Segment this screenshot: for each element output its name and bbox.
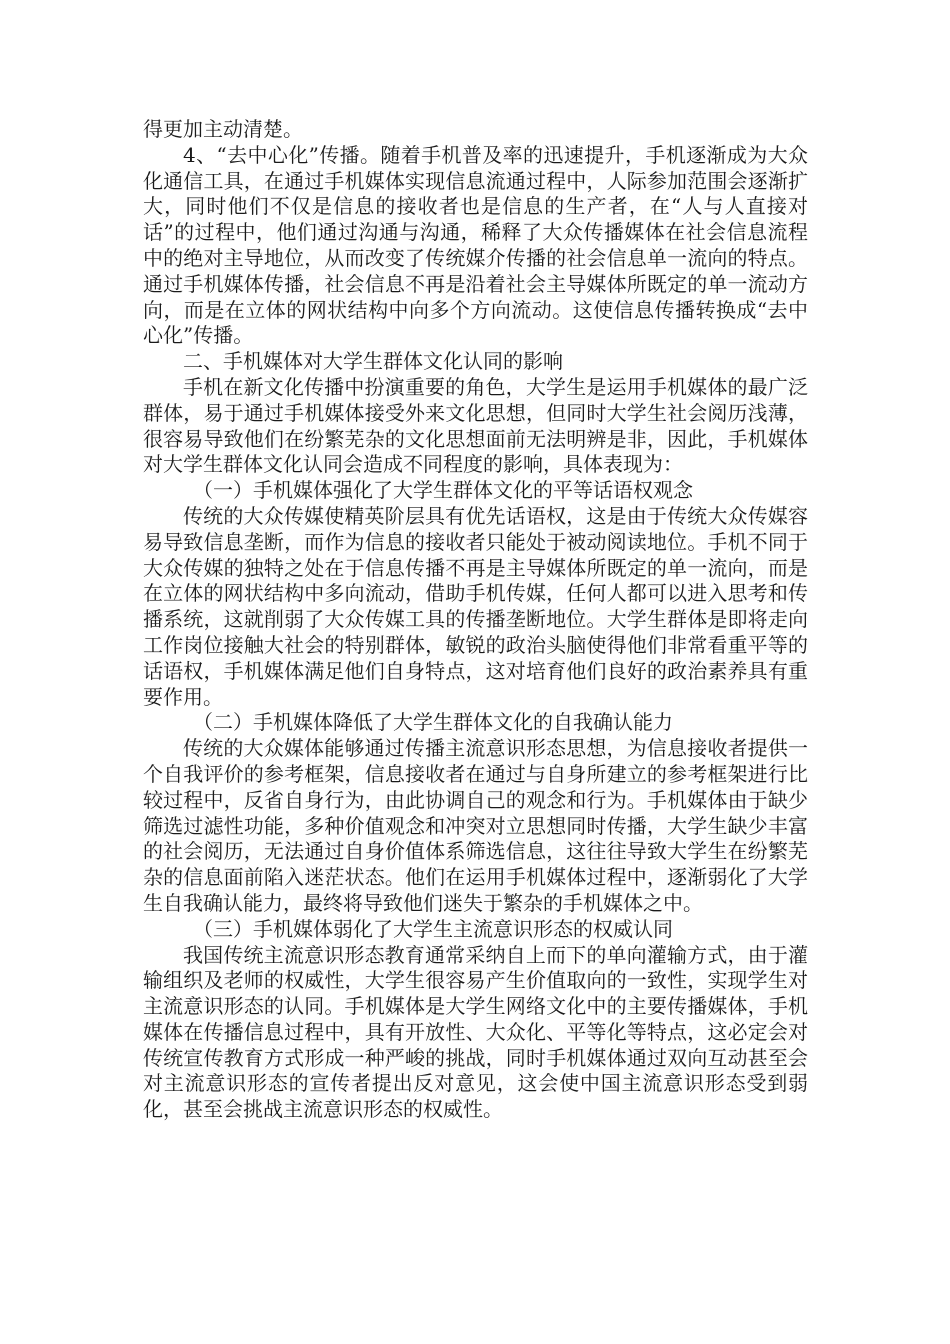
document-body bbox=[143, 117, 808, 1123]
paragraph-subsection-one: 传统的大众传媒使精英阶层具有优先话语权，这是由于传统大众传媒容易导致信息垄断，而作为信息的接收者只能处于被动阅读地位。手机不同于大众传媒的独特之处在于信息传播不再是主导媒体所既定的单一流向，而是在立体的网状结构中多向流动，借助手机传媒，任何人都可以进入思考和传播系统，这就削弱了大众传媒工具的传播垄断地位。大学生群体是即将走向工作岗位接触大社会的特别群体，敏锐的政治头脑使得他们非常看重平等的话语权，手机媒体满足他们自身特点，这对培育他们良好的政治素养具有重要作用。 bbox=[143, 503, 808, 709]
paragraph-decentralized-spread: 4、“去中心化”传播。随着手机普及率的迅速提升，手机逐渐成为大众化通信工具，在通过手机媒体实现信息流通过程中，人际参加范围会逐渐扩大，同时他们不仅是信息的接收者也是信息的生产者，在“人与人直接对话”的过程中，他们通过沟通与沟通，稀释了大众传播媒体在社会信息流程中的绝对主导地位，从而改变了传统媒介传播的社会信息单一流向的特点。通过手机媒体传播，社会信息不再是沿着社会主导媒体所既定的单一流动方向，而是在立体的网状结构中向多个方向流动。这使信息传播转换成“去中心化”传播。 bbox=[143, 142, 808, 348]
subheading-three: （三）手机媒体弱化了大学生主流意识形态的权威认同 bbox=[193, 916, 673, 941]
paragraph-subsection-three: 我国传统主流意识形态教育通常采纳自上而下的单向灌输方式，由于灌输组织及老师的权威性，大学生很容易产生价值取向的一致性，实现学生对主流意识形态的认同。手机媒体是大学生网络文化中的主要传播媒体，手机媒体在传播信息过程中，具有开放性、大众化、平等化等特点，这必定会对传统宣传教育方式形成一种严峻的挑战，同时手机媒体通过双向互动甚至会对主流意识形态的宣传者提出反对意见，这会使中国主流意识形态受到弱化，甚至会挑战主流意识形态的权威性。 bbox=[143, 942, 808, 1122]
subheading-two: （二）手机媒体降低了大学生群体文化的自我确认能力 bbox=[193, 710, 673, 735]
paragraph-continuation: 得更加主动清楚。 bbox=[143, 117, 303, 141]
section-heading-two: 二、手机媒体对大学生群体文化认同的影响 bbox=[183, 349, 563, 374]
paragraph-subsection-two: 传统的大众媒体能够通过传播主流意识形态思想，为信息接收者提供一个自我评价的参考框架，信息接收者在通过与自身所建立的参考框架进行比较过程中，反省自身行为，由此协调自己的观念和行为。手机媒体由于缺少筛选过滤性功能，多种价值观念和冲突对立思想同时传播，大学生缺少丰富的社会阅历，无法通过自身价值体系筛选信息，这往往导致大学生在纷繁芜杂的信息面前陷入迷茫状态。他们在运用手机媒体过程中，逐渐弱化了大学生自我确认能力，最终将导致他们迷失于繁杂的手机媒体之中。 bbox=[143, 736, 808, 915]
subheading-one: （一）手机媒体强化了大学生群体文化的平等话语权观念 bbox=[193, 478, 693, 503]
paragraph-section-two-intro: 手机在新文化传播中扮演重要的角色，大学生是运用手机媒体的最广泛群体，易于通过手机媒体接受外来文化思想，但同时大学生社会阅历浅薄，很容易导致他们在纷繁芜杂的文化思想面前无法明辨是非，因此，手机媒体对大学生群体文化认同会造成不同程度的影响，具体表现为： bbox=[143, 374, 808, 477]
